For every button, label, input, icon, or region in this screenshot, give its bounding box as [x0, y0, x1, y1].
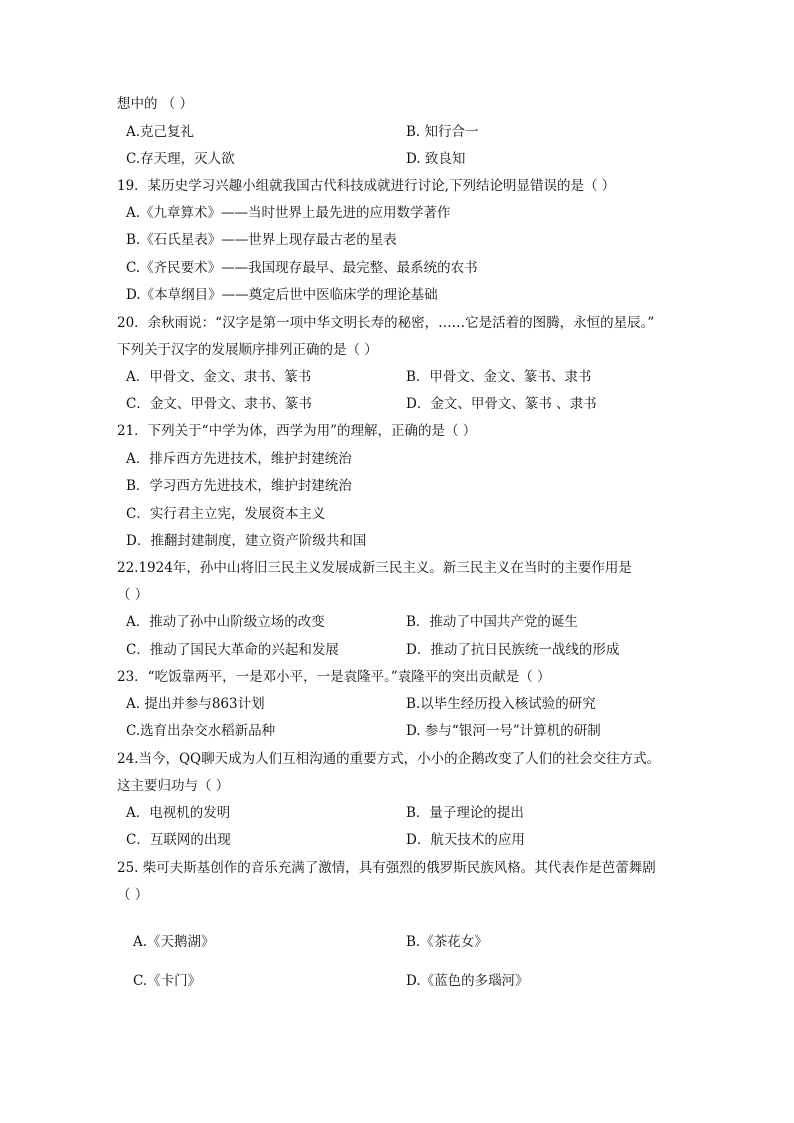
q20-stem-line2: 下列关于汉字的发展顺序排列正确的是（ ） — [117, 342, 378, 358]
q25-option-d: D.《蓝色的多瑙河》 — [406, 973, 529, 989]
q20-option-a: A．甲骨文、金文、隶书、篆书 — [126, 369, 312, 385]
q21-stem: 21．下列关于“中学为体，西学为用”的理解，正确的是（ ） — [117, 423, 477, 439]
q23-option-d: D. 参与“银河一号”计算机的研制 — [406, 723, 601, 739]
q21-option-a: A．排斥西方先进技术，维护封建统治 — [126, 451, 352, 467]
q22-option-b: B．推动了中国共产党的诞生 — [406, 614, 578, 630]
q19-option-d: D.《本草纲目》——奠定后世中医临床学的理论基础 — [126, 287, 438, 303]
q25-option-b: B.《茶花女》 — [406, 934, 488, 950]
q24-option-b: B．量子理论的提出 — [406, 805, 524, 821]
q24-stem-line1: 24.当今，QQ聊天成为人们互相沟通的重要方式，小小的企鹅改变了人们的社会交往方式。 — [117, 751, 661, 767]
q20-stem-line1: 20．余秋雨说：“汉字是第一项中华文明长寿的秘密，……它是活着的图腾，永恒的星辰。” — [117, 315, 655, 331]
q25-option-a: A.《天鹅湖》 — [133, 934, 215, 950]
q23-stem: 23．“吃饭靠两平，一是邓小平，一是袁隆平。”袁隆平的突出贡献是（ ） — [117, 669, 551, 685]
q24-option-a: A．电视机的发明 — [126, 805, 231, 821]
q20-option-d: D．金文、甲骨文、篆书 、隶书 — [406, 396, 597, 412]
q18-option-a: A.克己复礼 — [126, 124, 195, 140]
q18-option-d: D. 致良知 — [406, 151, 466, 167]
q20-option-b: B．甲骨文、金文、篆书、隶书 — [406, 369, 592, 385]
q21-option-c: C．实行君主立宪，发展资本主义 — [126, 506, 326, 522]
q22-option-d: D．推动了抗日民族统一战线的形成 — [406, 642, 620, 658]
q18-option-b: B. 知行合一 — [406, 124, 479, 140]
q24-option-c: C．互联网的出现 — [126, 832, 231, 848]
q24-option-d: D．航天技术的应用 — [406, 832, 525, 848]
q22-option-a: A．推动了孙中山阶级立场的改变 — [126, 614, 325, 630]
q21-option-d: D．推翻封建制度，建立资产阶级共和国 — [126, 533, 367, 549]
q23-option-b: B.以毕生经历投入核试验的研究 — [406, 696, 596, 712]
q25-stem-line2: （ ） — [117, 887, 149, 903]
q19-option-b: B.《石氏星表》——世界上现存最古老的星表 — [126, 232, 397, 248]
q23-option-c: C.选育出杂交水稻新品种 — [126, 723, 276, 739]
q24-stem-line2: 这主要归功与（ ） — [117, 778, 230, 794]
q25-stem-line1: 25. 柴可夫斯基创作的音乐充满了激情，具有强烈的俄罗斯民族风格。其代表作是芭蕾舞剧 — [117, 860, 656, 876]
q20-option-c: C．金文、甲骨文、隶书、篆书 — [126, 396, 312, 412]
continued-question-line: 想中的 （ ） — [117, 96, 194, 112]
q19-option-a: A.《九章算术》——当时世界上最先进的应用数学著作 — [126, 205, 451, 221]
q22-option-c: C．推动了国民大革命的兴起和发展 — [126, 642, 339, 658]
q18-option-c: C.存天理，灭人欲 — [126, 151, 235, 167]
q19-option-c: C.《齐民要术》——我国现存最早、最完整、最系统的农书 — [126, 260, 478, 276]
q23-option-a: A. 提出并参与863计划 — [126, 696, 265, 712]
q21-option-b: B．学习西方先进技术，维护封建统治 — [126, 478, 352, 494]
q22-stem-line1: 22.1924年，孙中山将旧三民主义发展成新三民主义。新三民主义在当时的主要作用是 — [117, 560, 632, 576]
q19-stem: 19．某历史学习兴趣小组就我国古代科技成就进行讨论,下列结论明显错误的是（ ） — [117, 178, 616, 194]
q25-option-c: C.《卡门》 — [133, 973, 202, 989]
q22-stem-line2: （ ） — [117, 587, 149, 603]
